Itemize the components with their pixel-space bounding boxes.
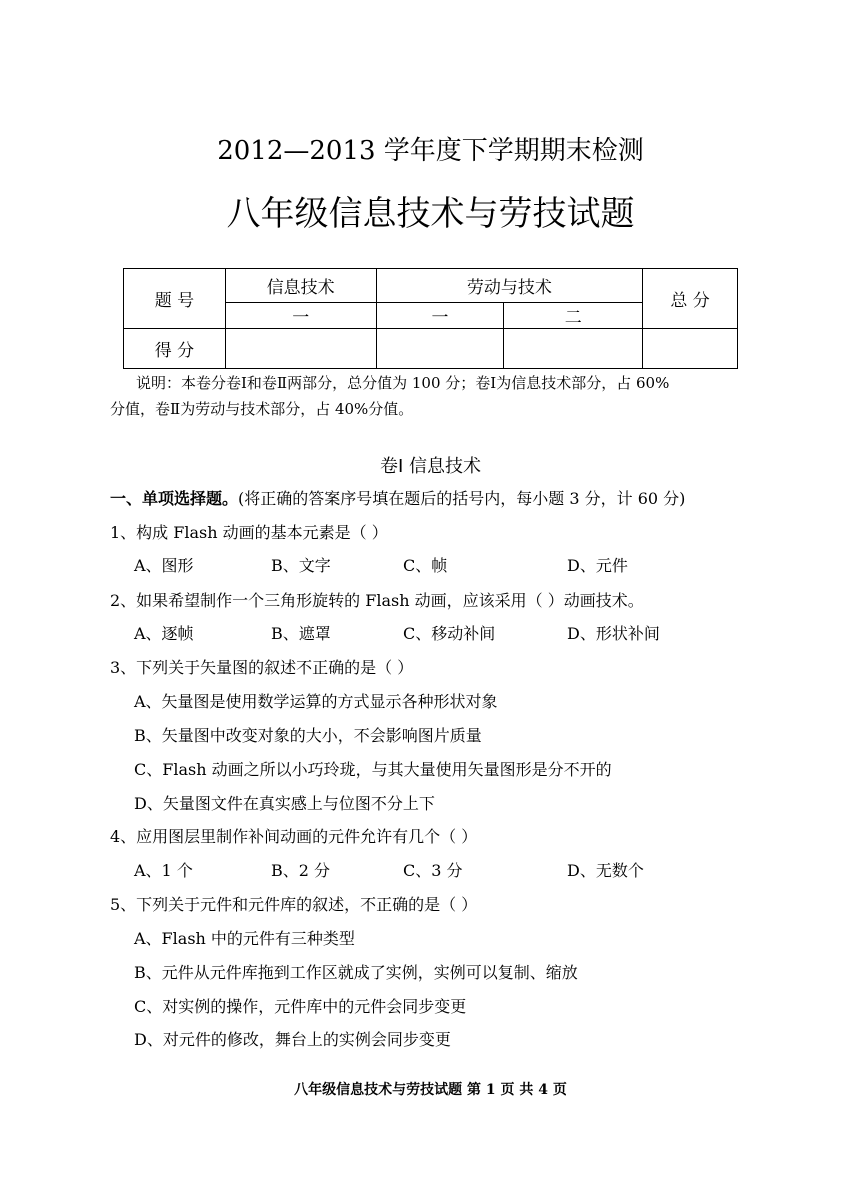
score-cell-labor-1[interactable]	[376, 329, 504, 369]
score-table-labor-part-1: 一	[376, 303, 504, 329]
option-a: A、矢量图是使用数学运算的方式显示各种形状对象	[134, 692, 498, 711]
option-d: D、矢量图文件在真实感上与位图不分上下	[134, 794, 435, 813]
question-stem: 2、如果希望制作一个三角形旋转的 Flash 动画，应该采用（ ）动画技术。	[110, 591, 644, 610]
question-stem: 5、下列关于元件和元件库的叙述，不正确的是（ ）	[110, 895, 478, 914]
option-d: D、元件	[567, 556, 628, 575]
part-label: 一、单项选择题。	[110, 489, 239, 508]
instruction-note-line-2: 分值，卷Ⅱ为劳动与技术部分，占 40%分值。	[110, 400, 414, 418]
part-description: (将正确的答案序号填在题后的括号内，每小题 3 分，计 60 分)	[238, 489, 686, 508]
score-table-total-header: 总 分	[643, 269, 738, 329]
option-b: B、2 分	[271, 861, 331, 880]
score-cell-labor-2[interactable]	[504, 329, 643, 369]
option-c: C、Flash 动画之所以小巧玲珑，与其大量使用矢量图形是分不开的	[134, 760, 612, 779]
exam-subject-title: 八年级信息技术与劳技试题	[226, 194, 635, 234]
option-b: B、文字	[271, 556, 331, 575]
score-table-score-label: 得 分	[124, 329, 226, 369]
instruction-note-line-1: 说明：本卷分卷Ⅰ和卷Ⅱ两部分，总分值为 100 分；卷Ⅰ为信息技术部分，占 60%	[136, 374, 670, 392]
option-c: C、帧	[403, 556, 448, 575]
option-a: A、逐帧	[134, 624, 194, 643]
option-a: A、Flash 中的元件有三种类型	[134, 929, 355, 948]
part-heading	[110, 486, 685, 509]
option-c: C、3 分	[403, 861, 463, 880]
score-table	[123, 268, 738, 369]
score-table-labor-header: 劳动与技术	[376, 269, 643, 303]
score-table-labor-part-2: 二	[504, 303, 643, 329]
score-cell-total[interactable]	[643, 329, 738, 369]
option-b: B、遮罩	[271, 624, 331, 643]
option-d: D、无数个	[567, 861, 644, 880]
score-cell-info-1[interactable]	[225, 329, 376, 369]
option-c: C、对实例的操作，元件库中的元件会同步变更	[134, 997, 467, 1016]
option-a: A、1 个	[134, 861, 193, 880]
page-footer: 八年级信息技术与劳技试题 第 1 页 共 4 页	[294, 1082, 567, 1098]
option-b: B、矢量图中改变对象的大小，不会影响图片质量	[134, 726, 482, 745]
option-a: A、图形	[134, 556, 194, 575]
question-stem: 3、下列关于矢量图的叙述不正确的是（ ）	[110, 658, 414, 677]
score-table-info-part-1: 一	[225, 303, 376, 329]
score-table-number-header: 题 号	[124, 269, 226, 329]
question-stem: 4、应用图层里制作补间动画的元件允许有几个（ ）	[110, 827, 478, 846]
exam-term-title: 2012—2013 学年度下学期期末检测	[217, 136, 644, 166]
option-b: B、元件从元件库拖到工作区就成了实例，实例可以复制、缩放	[134, 963, 578, 982]
option-d: D、形状补间	[567, 624, 660, 643]
question-stem: 1、构成 Flash 动画的基本元素是（ ）	[110, 523, 388, 542]
option-c: C、移动补间	[403, 624, 496, 643]
section-title: 卷Ⅰ 信息技术	[379, 456, 482, 477]
score-table-info-header: 信息技术	[225, 269, 376, 303]
option-d: D、对元件的修改，舞台上的实例会同步变更	[134, 1030, 451, 1049]
